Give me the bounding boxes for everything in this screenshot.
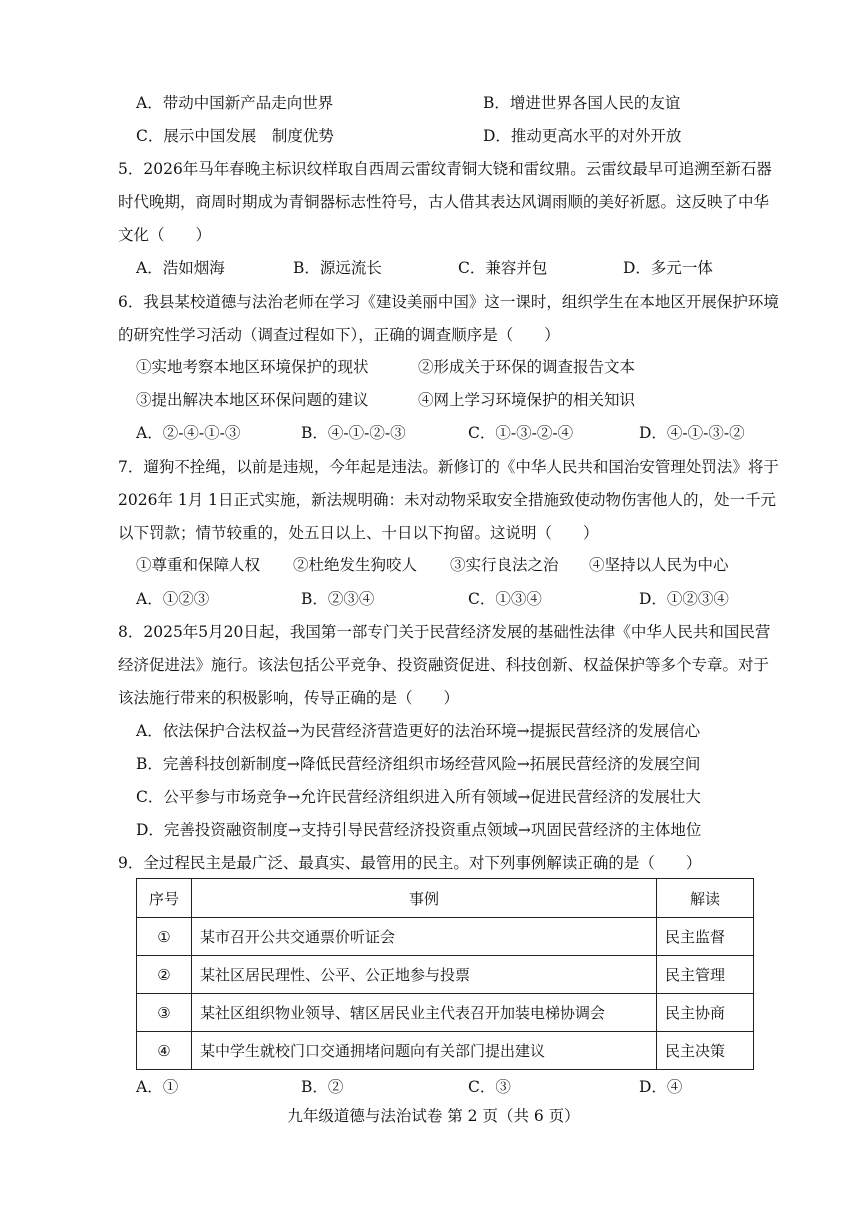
q5-option-a: A．浩如烟海 [136,259,225,277]
q6-option-d: D．④-①-③-② [639,424,745,442]
q4-option-a: A．带动中国新产品走向世界 [136,94,334,112]
q4-option-d: D．推动更高水平的对外开放 [483,127,682,145]
q6-statement-3: ③提出解决本地区环保问题的建议 [136,391,369,409]
q4-option-b: B．增进世界各国人民的友谊 [483,94,681,112]
q7-option-d: D．①②③④ [639,590,729,608]
q5-stem: 5．2026年马年春晚主标识纹样取自西周云雷纹青铜大铙和雷纹鼎。云雷纹最早可追溯至新石器时代晚期，商周时期成为青铜器标志性符号，古人借其表达风调雨顺的美好祈愿。这反映了中华文化（ ） [118,160,772,244]
q7-statement-1: ①尊重和保障人权 [136,556,261,574]
q8-option-c: C．公平参与市场竞争→允许民营经济组织进入所有领域→促进民营经济的发展壮大 [136,788,701,806]
q5-option-c: C．兼容并包 [458,259,548,277]
q6-option-c: C．①-③-②-④ [468,424,574,442]
q9-table [136,878,754,1070]
table-cell-case: 某社区居民理性、公平、公正地参与投票 [192,956,657,994]
q9-option-a: A．① [136,1078,179,1096]
q8-stem: 8．2025年5月20日起，我国第一部专门关于民营经济发展的基础性法律《中华人民共和国民营经济促进法》施行。该法包括公平竞争、投资融资促进、科技创新、权益保护等多个专章。对于该法施行带来的积极影响，传导正确的是（ ） [118,623,771,707]
q7-stem: 7．遛狗不拴绳，以前是违规，今年起是违法。新修订的《中华人民共和国治安管理处罚法》将于2026年 1月 1日正式实施，新法规明确：未对动物采取安全措施致使动物伤害他人的，处一千元以下罚款；情节较重的，处五日以上、十日以下拘留。这说明（ ） [118,458,779,542]
q9-option-b: B．② [301,1078,344,1096]
table-cell-interpretation: 民主协商 [657,994,754,1032]
q6-statement-1: ①实地考察本地区环境保护的现状 [136,358,369,376]
q6-option-b: B．④-①-②-③ [301,424,406,442]
table-cell-case: 某社区组织物业领导、辖区居民业主代表召开加装电梯协调会 [192,994,657,1032]
table-row [137,1032,754,1070]
table-cell-case: 某中学生就校门口交通拥堵问题向有关部门提出建议 [192,1032,657,1070]
table-cell-index: ④ [137,1032,192,1070]
q9-stem: 9．全过程民主是最广泛、最真实、最管用的民主。对下列事例解读正确的是（ ） [118,854,702,872]
q8-option-d: D．完善投资融资制度→支持引导民营经济投资重点领域→巩固民营经济的主体地位 [136,821,702,839]
q7-option-c: C．①③④ [468,590,542,608]
table-row [137,956,754,994]
q5-option-d: D．多元一体 [623,259,713,277]
q9-option-c: C．③ [468,1078,511,1096]
table-header-interpretation: 解读 [657,879,754,918]
q6-option-a: A．②-④-①-③ [136,424,241,442]
q7-option-b: B．②③④ [301,590,375,608]
q5-option-b: B．源远流长 [293,259,382,277]
q8-option-b: B．完善科技创新制度→降低民营经济组织市场经营风险→拓展民营经济的发展空间 [136,755,701,773]
table-cell-interpretation: 民主管理 [657,956,754,994]
q6-stem: 6．我县某校道德与法治老师在学习《建设美丽中国》这一课时，组织学生在本地区开展保护环境的研究性学习活动（调查过程如下），正确的调查顺序是（ ） [118,293,779,344]
q4-option-c: C．展示中国发展 制度优势 [136,127,334,145]
q8-option-a: A．依法保护合法权益→为民营经济营造更好的法治环境→提振民营经济的发展信心 [136,722,701,740]
table-cell-index: ① [137,918,192,956]
q6-statement-2: ②形成关于环保的调查报告文本 [418,358,636,376]
q7-option-a: A．①②③ [136,590,210,608]
table-header-index: 序号 [137,879,192,918]
table-cell-index: ② [137,956,192,994]
table-cell-index: ③ [137,994,192,1032]
table-header-case: 事例 [192,879,657,918]
q7-statement-2: ②杜绝发生狗咬人 [293,556,418,574]
q6-statement-4: ④网上学习环境保护的相关知识 [418,391,636,409]
table-row [137,918,754,956]
q7-statement-4: ④坚持以人民为中心 [589,556,729,574]
table-cell-interpretation: 民主决策 [657,1032,754,1070]
table-row [137,994,754,1032]
q9-option-d: D．④ [639,1078,683,1096]
table-header-row [137,879,754,918]
table-cell-interpretation: 民主监督 [657,918,754,956]
q7-statement-3: ③实行良法之治 [450,556,559,574]
table-cell-case: 某市召开公共交通票价听证会 [192,918,657,956]
page-footer: 九年级道德与法治试卷 第 2 页（共 6 页） [287,1107,580,1125]
